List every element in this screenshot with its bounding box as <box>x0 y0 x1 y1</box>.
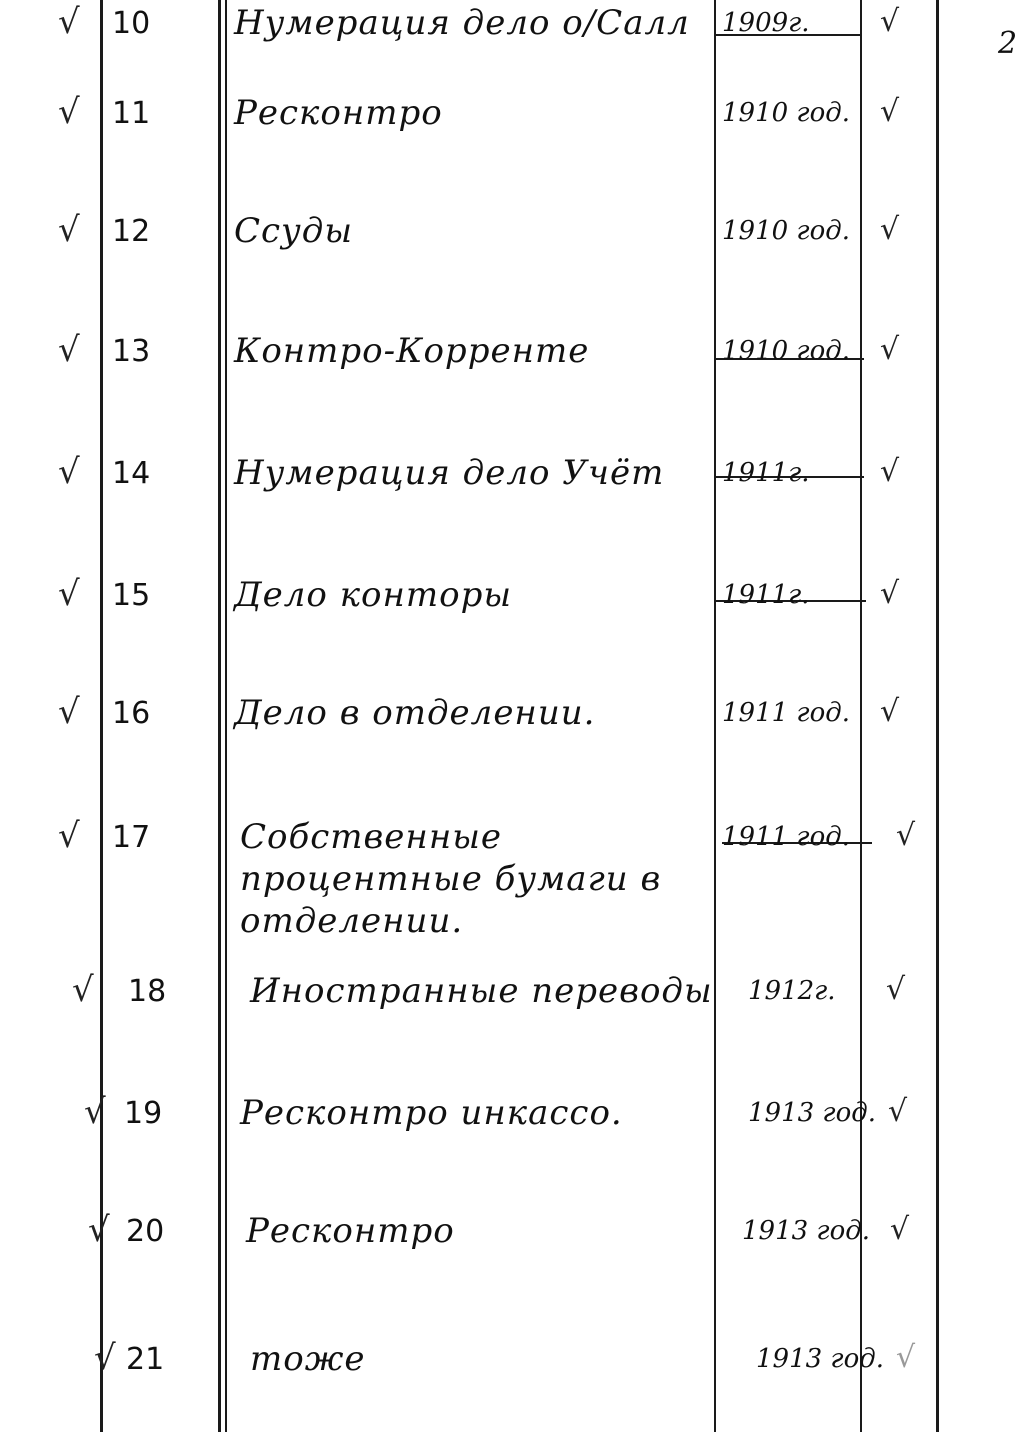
list-item <box>0 692 1024 752</box>
item-title: Нумерация дело о/Салл <box>234 3 690 43</box>
page-number: 2 <box>998 26 1018 61</box>
check-mark-left: √ <box>84 1092 106 1132</box>
check-mark-left: √ <box>58 692 80 732</box>
item-title: Контро-Корренте <box>234 331 590 371</box>
item-number: 11 <box>112 96 151 131</box>
item-number: 10 <box>112 6 151 41</box>
item-title: Ресконтро <box>234 93 443 133</box>
check-mark-left: √ <box>72 970 94 1010</box>
item-year: 1913 год. <box>756 1344 884 1374</box>
item-year: 1910 год. <box>722 216 850 246</box>
item-number: 15 <box>112 578 151 613</box>
item-number: 17 <box>112 820 151 855</box>
item-number: 20 <box>126 1214 165 1249</box>
check-mark-right: √ <box>890 1212 910 1247</box>
check-mark-left: √ <box>58 452 80 492</box>
list-item <box>0 92 1024 152</box>
check-mark-right: √ <box>880 332 900 367</box>
check-mark-right: √ <box>880 454 900 489</box>
item-year: 1909г. <box>722 8 810 38</box>
list-item <box>0 330 1024 390</box>
item-title: тоже <box>250 1339 366 1379</box>
item-year: 1911 год. <box>722 822 850 852</box>
list-item <box>0 210 1024 270</box>
check-mark-left: √ <box>58 816 80 856</box>
item-number: 16 <box>112 696 151 731</box>
check-mark-left: √ <box>58 210 80 250</box>
list-item <box>0 452 1024 512</box>
list-item <box>0 574 1024 634</box>
check-mark-left: √ <box>88 1210 110 1250</box>
check-mark-right: √ <box>880 212 900 247</box>
item-number: 12 <box>112 214 151 249</box>
item-year: 1910 год. <box>722 336 850 366</box>
list-item <box>0 1092 1024 1152</box>
check-mark-right: √ <box>880 694 900 729</box>
check-mark-left: √ <box>58 92 80 132</box>
list-item <box>0 1338 1024 1398</box>
item-year: 1911г. <box>722 458 810 488</box>
item-title: Ссуды <box>234 211 354 251</box>
item-title: Собственные процентные бумаги в отделении. <box>240 817 662 941</box>
check-mark-right: √ <box>880 94 900 129</box>
list-item <box>0 970 1024 1030</box>
item-year: 1913 год. <box>748 1098 876 1128</box>
check-mark-right: √ <box>880 4 900 39</box>
item-number: 18 <box>128 974 167 1009</box>
item-year: 1912г. <box>748 976 836 1006</box>
item-title: Ресконтро инкассо. <box>240 1093 623 1133</box>
item-number: 21 <box>126 1342 165 1377</box>
item-title: Нумерация дело Учёт <box>234 453 665 493</box>
check-mark-right: √ <box>886 972 906 1007</box>
item-year: 1911г. <box>722 580 810 610</box>
check-mark-left: √ <box>58 330 80 370</box>
item-year: 1910 год. <box>722 98 850 128</box>
item-number: 14 <box>112 456 151 491</box>
item-number: 19 <box>124 1096 163 1131</box>
check-mark-right: √ <box>896 1340 916 1375</box>
list-item <box>0 1210 1024 1270</box>
item-number: 13 <box>112 334 151 369</box>
item-year: 1913 год. <box>742 1216 870 1246</box>
check-mark-left: √ <box>58 2 80 42</box>
item-title: Ресконтро <box>246 1211 455 1251</box>
check-mark-left: √ <box>94 1338 116 1378</box>
list-item <box>0 816 1024 941</box>
list-item <box>0 2 1024 62</box>
check-mark-left: √ <box>58 574 80 614</box>
item-year: 1911 год. <box>722 698 850 728</box>
check-mark-right: √ <box>888 1094 908 1129</box>
check-mark-right: √ <box>880 576 900 611</box>
item-title: Дело конторы <box>234 575 513 615</box>
check-mark-right: √ <box>896 818 916 853</box>
item-title: Иностранные переводы <box>250 971 713 1011</box>
item-title: Дело в отделении. <box>234 693 596 733</box>
